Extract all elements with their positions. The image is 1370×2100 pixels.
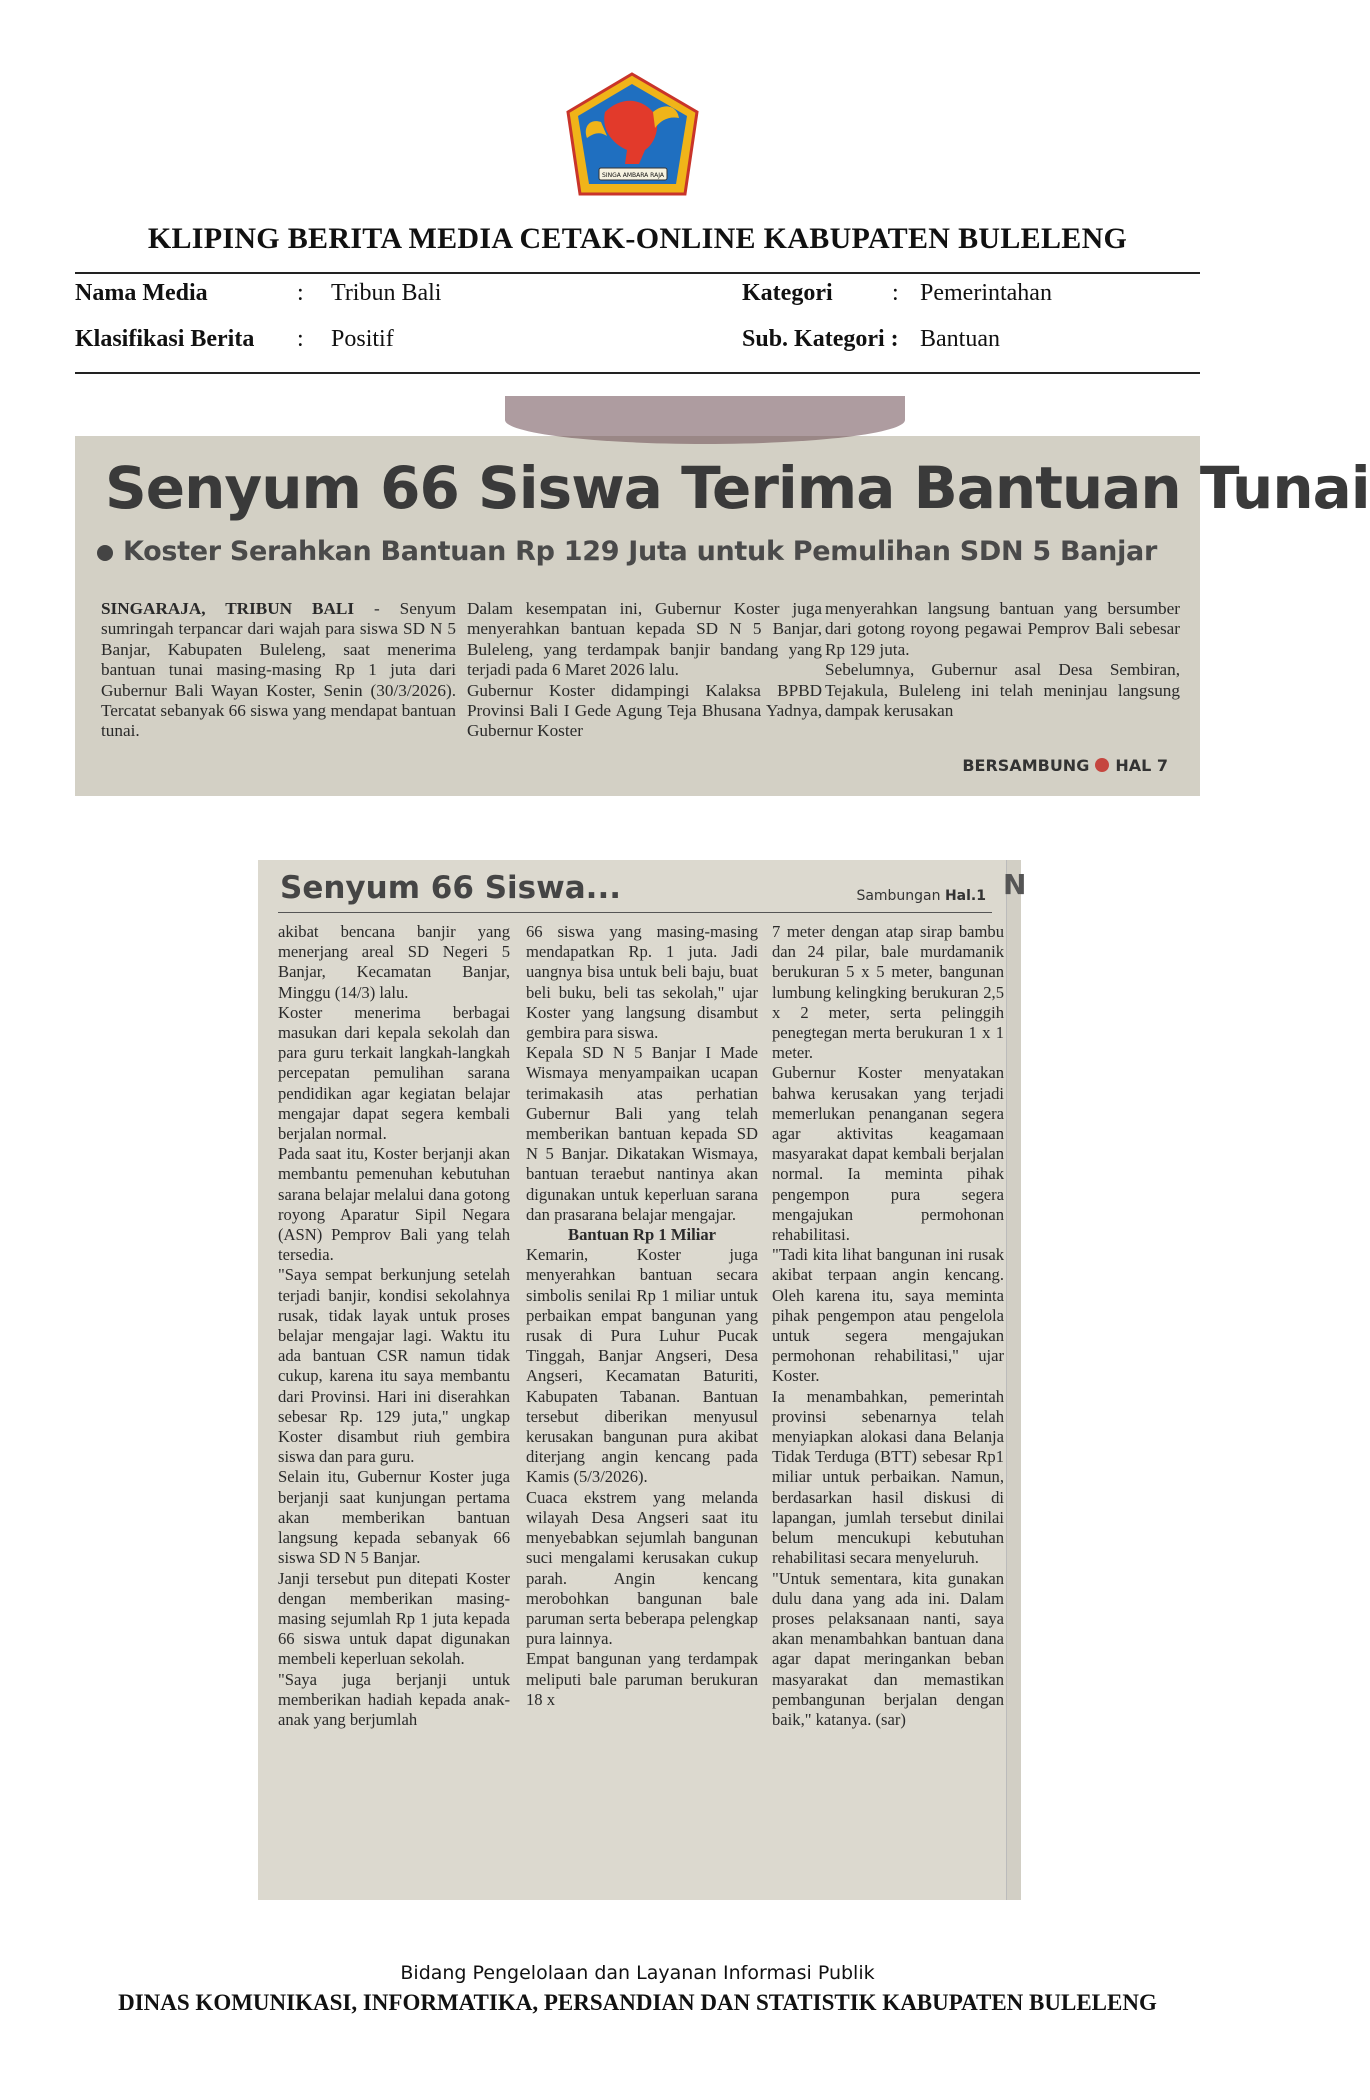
meta-colon: :	[297, 280, 304, 306]
meta-value: Bantuan	[920, 326, 1000, 352]
article-column-1	[101, 599, 456, 742]
newspaper-clipping-front	[75, 436, 1370, 796]
continuation-source	[856, 888, 986, 904]
header-rule-top	[75, 272, 1200, 274]
adjacent-article-letter: N	[1003, 868, 1027, 901]
article-column-1-text: - Senyum sumringah terpancar dari wajah para siswa SD N 5 Banjar, Kabupaten Buleleng, saat menerima bantuan tunai masing-masing Rp 1 juta dari Gubernur Bali Wayan Koster, Senin (30/3/2026). Tercatat sebanyak 66 siswa yang mendapat bantuan tunai.	[101, 599, 457, 741]
bullet-icon	[97, 545, 113, 561]
meta-label: Klasifikasi Berita	[75, 326, 255, 352]
footer-agency: DINAS KOMUNIKASI, INFORMATIKA, PERSANDIAN DAN STATISTIK KABUPATEN BULELENG	[118, 1990, 1157, 2015]
continued-label: BERSAMBUNG	[962, 756, 1090, 775]
meta-label: Kategori	[742, 280, 833, 306]
continuation-rule	[278, 912, 992, 913]
continuation-column-1: akibat bencana banjir yang menerjang areal SD Negeri 5 Banjar, Kecamatan Banjar, Minggu (14/3) lalu. Koster menerima berbagai masukan dari kepala sekolah dan para guru terkait langkah-langkah percepatan pemulihan sarana pendidikan agar kegiatan belajar mengajar dapat segera kembali berjalan normal. Pada saat itu, Koster berjanji akan membantu pemenuhan kebutuhan sarana belajar melalui dana gotong royong Aparatur Sipil Negara (ASN) Pemprov Bali yang telah tersedia. "Saya sempat berkunjung setelah terjadi banjir, kondisi sekolahnya rusak, tidak layak untuk proses belajar mengajar lagi. Waktu itu ada bantuan CSR namun tidak cukup, karena itu saya membantu dari Provinsi. Hari ini diserahkan sebesar Rp. 129 juta," ungkap Koster disambut riuh gembira siswa dan para guru. Selain itu, Gubernur Koster juga berjanji saat kunjungan pertama akan memberikan bantuan langsung kepada sebanyak 66 siswa SD N 5 Banjar. Janji tersebut pun ditepati Koster dengan memberikan masing-masing sejumlah Rp 1 juta kepada 66 siswa untuk dapat digunakan membeli keperluan sekolah. "Saya juga berjanji untuk memberikan hadiah kepada anak-anak yang berjumlah	[278, 922, 510, 1729]
meta-label: Nama Media	[75, 280, 208, 306]
continued-marker	[962, 756, 1168, 775]
arrow-right-icon	[1095, 758, 1109, 772]
section-subtitle: Bantuan Rp 1 Miliar	[568, 1225, 716, 1245]
meta-nama-media	[75, 280, 675, 310]
article-subheadline-text: Koster Serahkan Bantuan Rp 129 Juta untuk Pemulihan SDN 5 Banjar	[123, 536, 1157, 567]
newspaper-clipping-continuation	[258, 860, 1027, 1900]
meta-sub-kategori	[742, 326, 1202, 356]
header-rule-bottom	[75, 372, 1200, 374]
continuation-column-3: 7 meter dengan atap sirap bambu dan 24 pilar, bale murdamanik berukuran 5 x 5 meter, bangunan lumbung kelingking berukuran 2,5 x 2 meter, serta pelinggih penegtegan merta berukuran 1 x 1 meter. Gubernur Koster menyatakan bahwa kerusakan yang terjadi memerlukan penanganan segera agar aktivitas keagamaan masyarakat dapat kembali berjalan normal. Ia meminta pihak pengempon pura segera mengajukan permohonan rehabilitasi. "Tadi kita lihat bangunan ini rusak akibat terpaan angin kencang. Oleh karena itu, saya meminta pihak pengempon atau pengelola untuk segera mengajukan permohonan rehabilitasi," ujar Koster. Ia menambahkan, pemerintah provinsi sebenarnya telah menyiapkan alokasi dana Belanja Tidak Terduga (BTT) sebesar Rp1 miliar untuk perbaikan. Namun, berdasarkan hasil diskusi di lapangan, jumlah tersebut dinilai belum mencukupi kebutuhan rehabilitasi secara menyeluruh. "Untuk sementara, kita gunakan dulu dana yang ada ini. Dalam proses pelaksanaan nanti, saya akan menambahkan bantuan dana agar dapat meringankan beban masyarakat dan memastikan pembangunan berjalan dengan baik," katanya. (sar)	[772, 922, 1004, 1729]
kabupaten-buleleng-logo	[565, 72, 700, 202]
meta-value: Positif	[331, 326, 394, 352]
article-subheadline	[97, 536, 1157, 567]
document-title: KLIPING BERITA MEDIA CETAK-ONLINE KABUPATEN BULELENG	[147, 222, 1128, 255]
adjacent-article-edge	[1006, 860, 1021, 1900]
meta-colon: :	[297, 326, 304, 352]
continuation-column-2a: 66 siswa yang masing-masing mendapatkan Rp. 1 juta. Jadi uangnya bisa untuk beli baju, buat beli buku, beli tas sekolah," ujar Koster yang langsung disambut gembira para siswa. Kepala SD N 5 Banjar I Made Wismaya menyampaikan ucapan terimakasih atas perhatian Gubernur Bali yang telah memberikan bantuan kepada SD N 5 Banjar. Dikatakan Wismaya, bantuan teraebut nantinya akan digunakan untuk keperluan sarana dan prasarana belajar mengajar.	[526, 922, 758, 1224]
article-column-3: menyerahkan langsung bantuan yang bersumber dari gotong royong pegawai Pemprov Bali sebesar Rp 129 juta. Sebelumnya, Gubernur asal Desa Sembiran, Tejakula, Buleleng ini telah meninjau langsung dampak kerusakan	[825, 599, 1180, 721]
decorative-arc	[505, 396, 905, 444]
continuation-column-2	[526, 922, 758, 1710]
svg-text:SINGA AMBARA RAJA: SINGA AMBARA RAJA	[602, 172, 664, 179]
continuation-headline: Senyum 66 Siswa...	[280, 870, 622, 906]
meta-value: Pemerintahan	[920, 280, 1052, 306]
meta-kategori	[742, 280, 1202, 310]
meta-label: Sub. Kategori :	[742, 326, 899, 352]
meta-colon: :	[892, 280, 899, 306]
sambungan-label: Sambungan	[856, 888, 941, 904]
footer-division: Bidang Pengelolaan dan Layanan Informasi Publik	[400, 1962, 875, 1984]
continued-page: HAL 7	[1115, 756, 1168, 775]
continuation-column-2b: Kemarin, Koster juga menyerahkan bantuan secara simbolis senilai Rp 1 miliar untuk perbaikan empat bangunan yang rusak di Pura Luhur Pucak Tinggah, Banjar Angseri, Desa Angseri, Kecamatan Baturiti, Kabupaten Tabanan. Bantuan tersebut diberikan menyusul kerusakan bangunan pura akibat diterjang angin kencang pada Kamis (5/3/2026). Cuaca ekstrem yang melanda wilayah Desa Angseri saat itu menyebabkan sejumlah bangunan suci mengalami kerusakan cukup parah. Angin kencang merobohkan bangunan bale paruman serta beberapa pelengkap pura lainnya. Empat bangunan yang terdampak meliputi bale paruman berukuran 18 x	[526, 1245, 758, 1709]
article-dateline: SINGARAJA, TRIBUN BALI	[101, 599, 355, 618]
article-headline: Senyum 66 Siswa Terima Bantuan Tunai	[105, 454, 1370, 522]
meta-klasifikasi	[75, 326, 675, 356]
meta-value: Tribun Bali	[331, 280, 442, 306]
sambungan-page: Hal.1	[944, 888, 986, 904]
article-column-2: Dalam kesempatan ini, Gubernur Koster juga menyerahkan bantuan kepada SD N 5 Banjar, Buleleng, yang terdampak banjir bandang yang terjadi pada 6 Maret 2026 lalu. Gubernur Koster didampingi Kalaksa BPBD Provinsi Bali I Gede Agung Teja Bhusana Yadnya, Gubernur Koster	[467, 599, 822, 741]
